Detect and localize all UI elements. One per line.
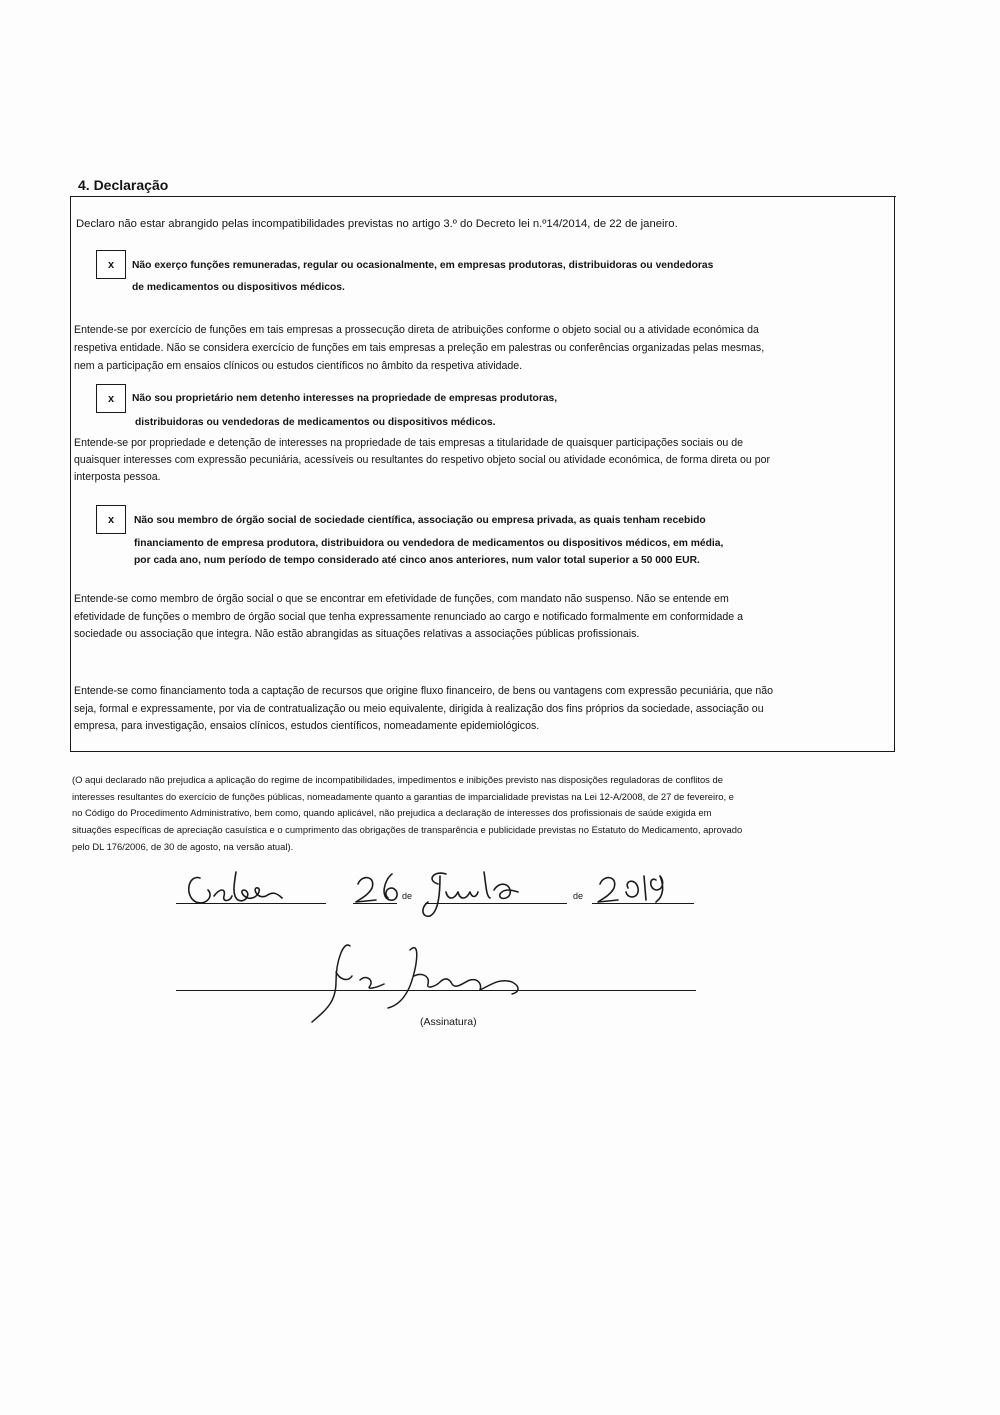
year-line[interactable]	[592, 903, 694, 904]
item-3-line-2: financiamento de empresa produtora, distribuidora ou vendedora de medicamentos ou dispositivos médicos, em média,	[134, 538, 724, 549]
month-line[interactable]	[425, 903, 567, 904]
item-2-explanation-line-3: interposta pessoa.	[74, 471, 161, 483]
item-1-explanation-line-3: nem a participação em ensaios clínicos ou estudos científicos no âmbito da respetiva atividade.	[74, 360, 523, 372]
intro-statement: Declaro não estar abrangido pelas incompatibilidades previstas no artigo 3.º do Decreto lei n.º14/2014, de 22 de janeiro.	[76, 218, 678, 230]
checkbox-no-paid-functions[interactable]	[96, 250, 126, 279]
item-3-explanation-line-3: sociedade ou associação que integra. Não estão abrangidas as situações relativas a associações públicas profissionais.	[74, 628, 640, 640]
checkbox-mark: x	[107, 258, 115, 271]
item-1-line-1: Não exerço funções remuneradas, regular ou ocasionalmente, em empresas produtoras, distribuidoras ou vendedoras	[132, 260, 714, 271]
date-connector: de	[573, 891, 584, 901]
legal-note	[72, 772, 892, 856]
item-3-line-1: Não sou membro de órgão social de sociedade científica, associação ou empresa privada, as quais tenham recebido	[134, 515, 706, 526]
item-1-explanation-line-2: respetiva entidade. Não se considera exercício de funções em tais empresas a preleção em palestras ou conferências organizadas pelas mesmas,	[74, 342, 765, 354]
item-2-explanation-line-2: quaisquer interesses com expressão pecuniária, acessíveis ou resultantes do respetivo objeto social ou atividade económica, de forma direta ou por	[74, 454, 771, 466]
handwritten-year	[598, 876, 663, 902]
checkbox-no-social-body[interactable]	[96, 505, 126, 534]
item-3-financing-line-3: empresa, para investigação, ensaios clínicos, estudos científicos, nomeadamente epidemiológicos.	[74, 720, 540, 732]
item-1-explanation-line-1: Entende-se por exercício de funções em tais empresas a prossecução direta de atribuições conforme o objeto social ou a atividade económica da	[74, 324, 759, 336]
item-3-line-3: por cada ano, num período de tempo considerado até cinco anos anteriores, num valor total superior a 50 000 EUR.	[134, 555, 700, 566]
item-3-explanation-line-1: Entende-se como membro de órgão social o que se encontrar em efetividade de funções, com mandato não suspenso. Não se entende em	[74, 593, 729, 605]
checkbox-mark: x	[107, 392, 115, 405]
signature-line[interactable]	[176, 990, 696, 991]
legal-note-line: no Código do Procedimento Administrativo, bem como, quando aplicável, não prejudica a declaração de interesses dos profissionais de saúde exigida em	[72, 807, 712, 819]
signature-label: (Assinatura)	[420, 1016, 477, 1028]
date-connector: de	[402, 891, 413, 901]
legal-note-line: pelo DL 176/2006, de 30 de agosto, na versão atual).	[72, 840, 294, 852]
handwritten-month	[423, 872, 518, 916]
item-1-line-2: de medicamentos ou dispositivos médicos.	[132, 282, 345, 293]
item-2-explanation-line-1: Entende-se por propriedade e detenção de interesses na propriedade de tais empresas a titularidade de quaisquer participações sociais ou de	[74, 437, 744, 449]
item-3-financing-line-2: seja, formal e expressamente, por via de contratualização ou meio equivalente, dirigida à realização dos fins próprios da sociedade, associação ou	[74, 703, 764, 715]
handwritten-place	[189, 872, 282, 903]
checkbox-mark: x	[107, 513, 115, 526]
day-line[interactable]	[353, 903, 397, 904]
legal-note-line: (O aqui declarado não prejudica a aplicação do regime de incompatibilidades, impedimentos e inibições previsto nas disposições reguladoras de conflitos de	[72, 774, 723, 785]
legal-note-line: interesses resultantes do exercício de funções públicas, nomeadamente quanto a garantias de imparcialidade previstas na Lei 12-A/2008, de 27 de fevereiro, e	[72, 790, 734, 802]
section-title: 4. Declaração	[78, 177, 169, 193]
item-3-financing-line-1: Entende-se como financiamento toda a captação de recursos que origine fluxo financeiro, de bens ou vantagens com expressão pecuniária, que não	[74, 685, 774, 697]
legal-note-line: situações específicas de apreciação casuística e o cumprimento das obrigações de transparência e publicidade previstas no Estatuto do Medicamento, aprovado	[72, 824, 743, 836]
handwritten-day	[356, 874, 397, 902]
item-3-explanation-line-2: efetividade de funções o membro de órgão social que tenha expressamente renunciado ao cargo e notificado formalmente em conformidade a	[74, 611, 743, 623]
place-line[interactable]	[176, 903, 326, 904]
checkbox-no-ownership[interactable]	[96, 384, 126, 413]
item-2-line-2: distribuidoras ou vendedoras de medicamentos ou dispositivos médicos.	[135, 417, 496, 428]
signature-icon	[312, 945, 518, 1022]
item-2-line-1: Não sou proprietário nem detenho interesses na propriedade de empresas produtoras,	[132, 393, 558, 404]
